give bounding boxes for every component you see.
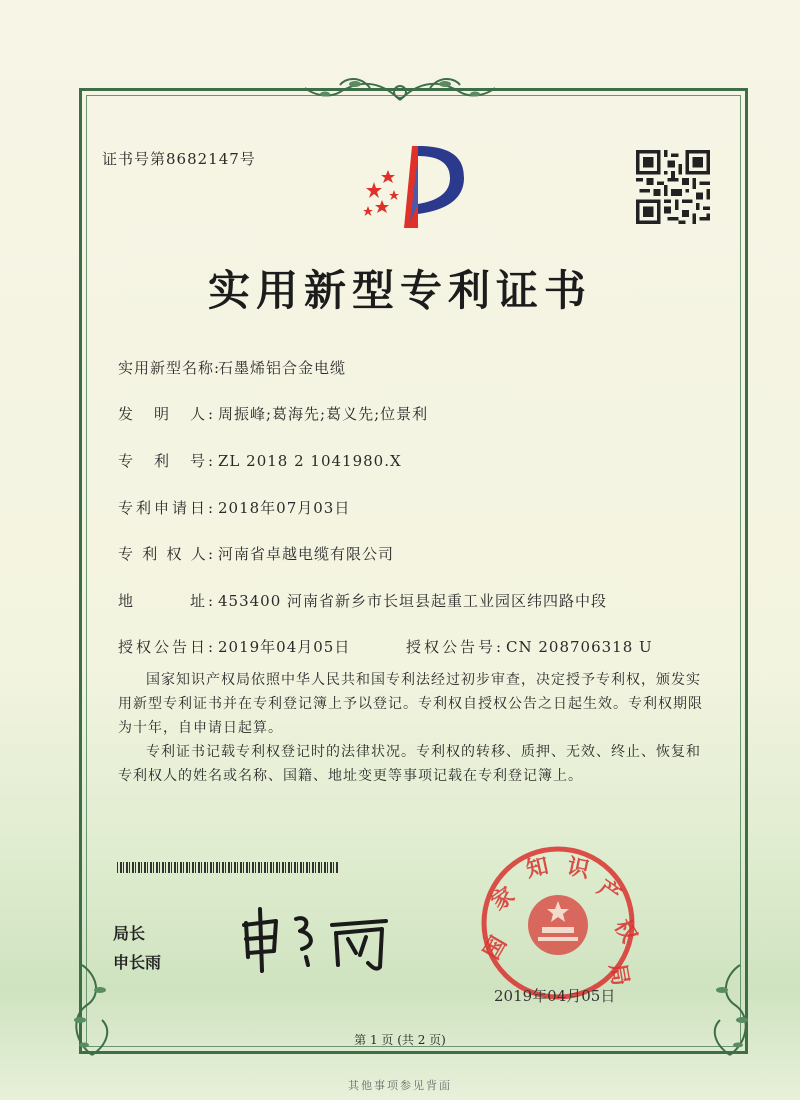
field-inventor-value: 周振峰;葛海先;葛义先;位景利 [218, 405, 429, 423]
field-inventor [118, 403, 428, 424]
field-patentee-value: 河南省卓越电缆有限公司 [218, 545, 395, 563]
field-filing-date [118, 497, 350, 518]
patent-office-logo-icon [352, 142, 472, 232]
paragraph-legal-status: 专利证书记载专利权登记时的法律状况。专利权的转移、质押、无效、终止、恢复和专利权人的姓名或名称、国籍、地址变更等事项记载在专利登记簿上。 [118, 744, 701, 784]
field-filing-date-label: 专利申请日: [118, 499, 214, 517]
field-patent-no-value: ZL 2018 2 1041980.X [218, 452, 402, 470]
back-note: 其他事项参见背面 [348, 1079, 452, 1092]
page-footer: 第 1 页 (共 2 页) [354, 1033, 446, 1047]
svg-text:识: 识 [564, 854, 592, 884]
field-address-label: 地 址: [118, 592, 214, 610]
field-name-value: 石墨烯铝合金电缆 [218, 359, 347, 377]
barcode [117, 862, 339, 873]
official-seal-icon [478, 843, 642, 1003]
field-patent-no-label: 专 利 号: [118, 452, 214, 470]
svg-text:知: 知 [524, 853, 551, 883]
svg-text:权: 权 [608, 915, 642, 948]
field-filing-date-value: 2018年07月03日 [218, 499, 351, 517]
field-grant-no-label: 授权公告号: [406, 638, 502, 656]
qr-code-icon [636, 150, 710, 224]
director-title: 局长 [113, 924, 146, 943]
certificate-title: 实用新型专利证书 [207, 266, 592, 315]
svg-text:国: 国 [479, 932, 513, 964]
field-grant-date-label: 授权公告日: [118, 638, 214, 656]
field-grant-no-value: CN 208706318 U [506, 638, 653, 656]
svg-text:家: 家 [487, 882, 520, 916]
certificate-number: 证书号第8682147号 [102, 150, 256, 168]
field-name [118, 357, 346, 378]
svg-text:局: 局 [604, 961, 633, 988]
field-inventor-label: 发 明 人: [118, 405, 214, 423]
director-name: 申长雨 [113, 953, 162, 972]
field-name-label: 实用新型名称: [118, 359, 221, 377]
field-address-value: 453400 河南省新乡市长垣县起重工业园区纬四路中段 [218, 592, 608, 610]
field-patentee [118, 543, 394, 564]
signature [236, 905, 416, 975]
top-ornament [300, 70, 500, 110]
seal-date: 2019年04月05日 [494, 987, 616, 1005]
field-grant-no [406, 636, 653, 657]
paragraph-decision: 国家知识产权局依照中华人民共和国专利法经过初步审查，决定授予专利权，颁发实用新型专利证书并在专利登记簿上予以登记。专利权自授权公告之日起生效。专利权期限为十年，自申请日起算。 [118, 672, 703, 736]
field-patent-no [118, 450, 402, 471]
field-grant-date-value: 2019年04月05日 [218, 638, 351, 656]
svg-text:产: 产 [592, 875, 625, 909]
field-address [118, 590, 607, 611]
field-patentee-label: 专 利 权 人: [118, 545, 214, 563]
field-grant-date [118, 636, 350, 657]
